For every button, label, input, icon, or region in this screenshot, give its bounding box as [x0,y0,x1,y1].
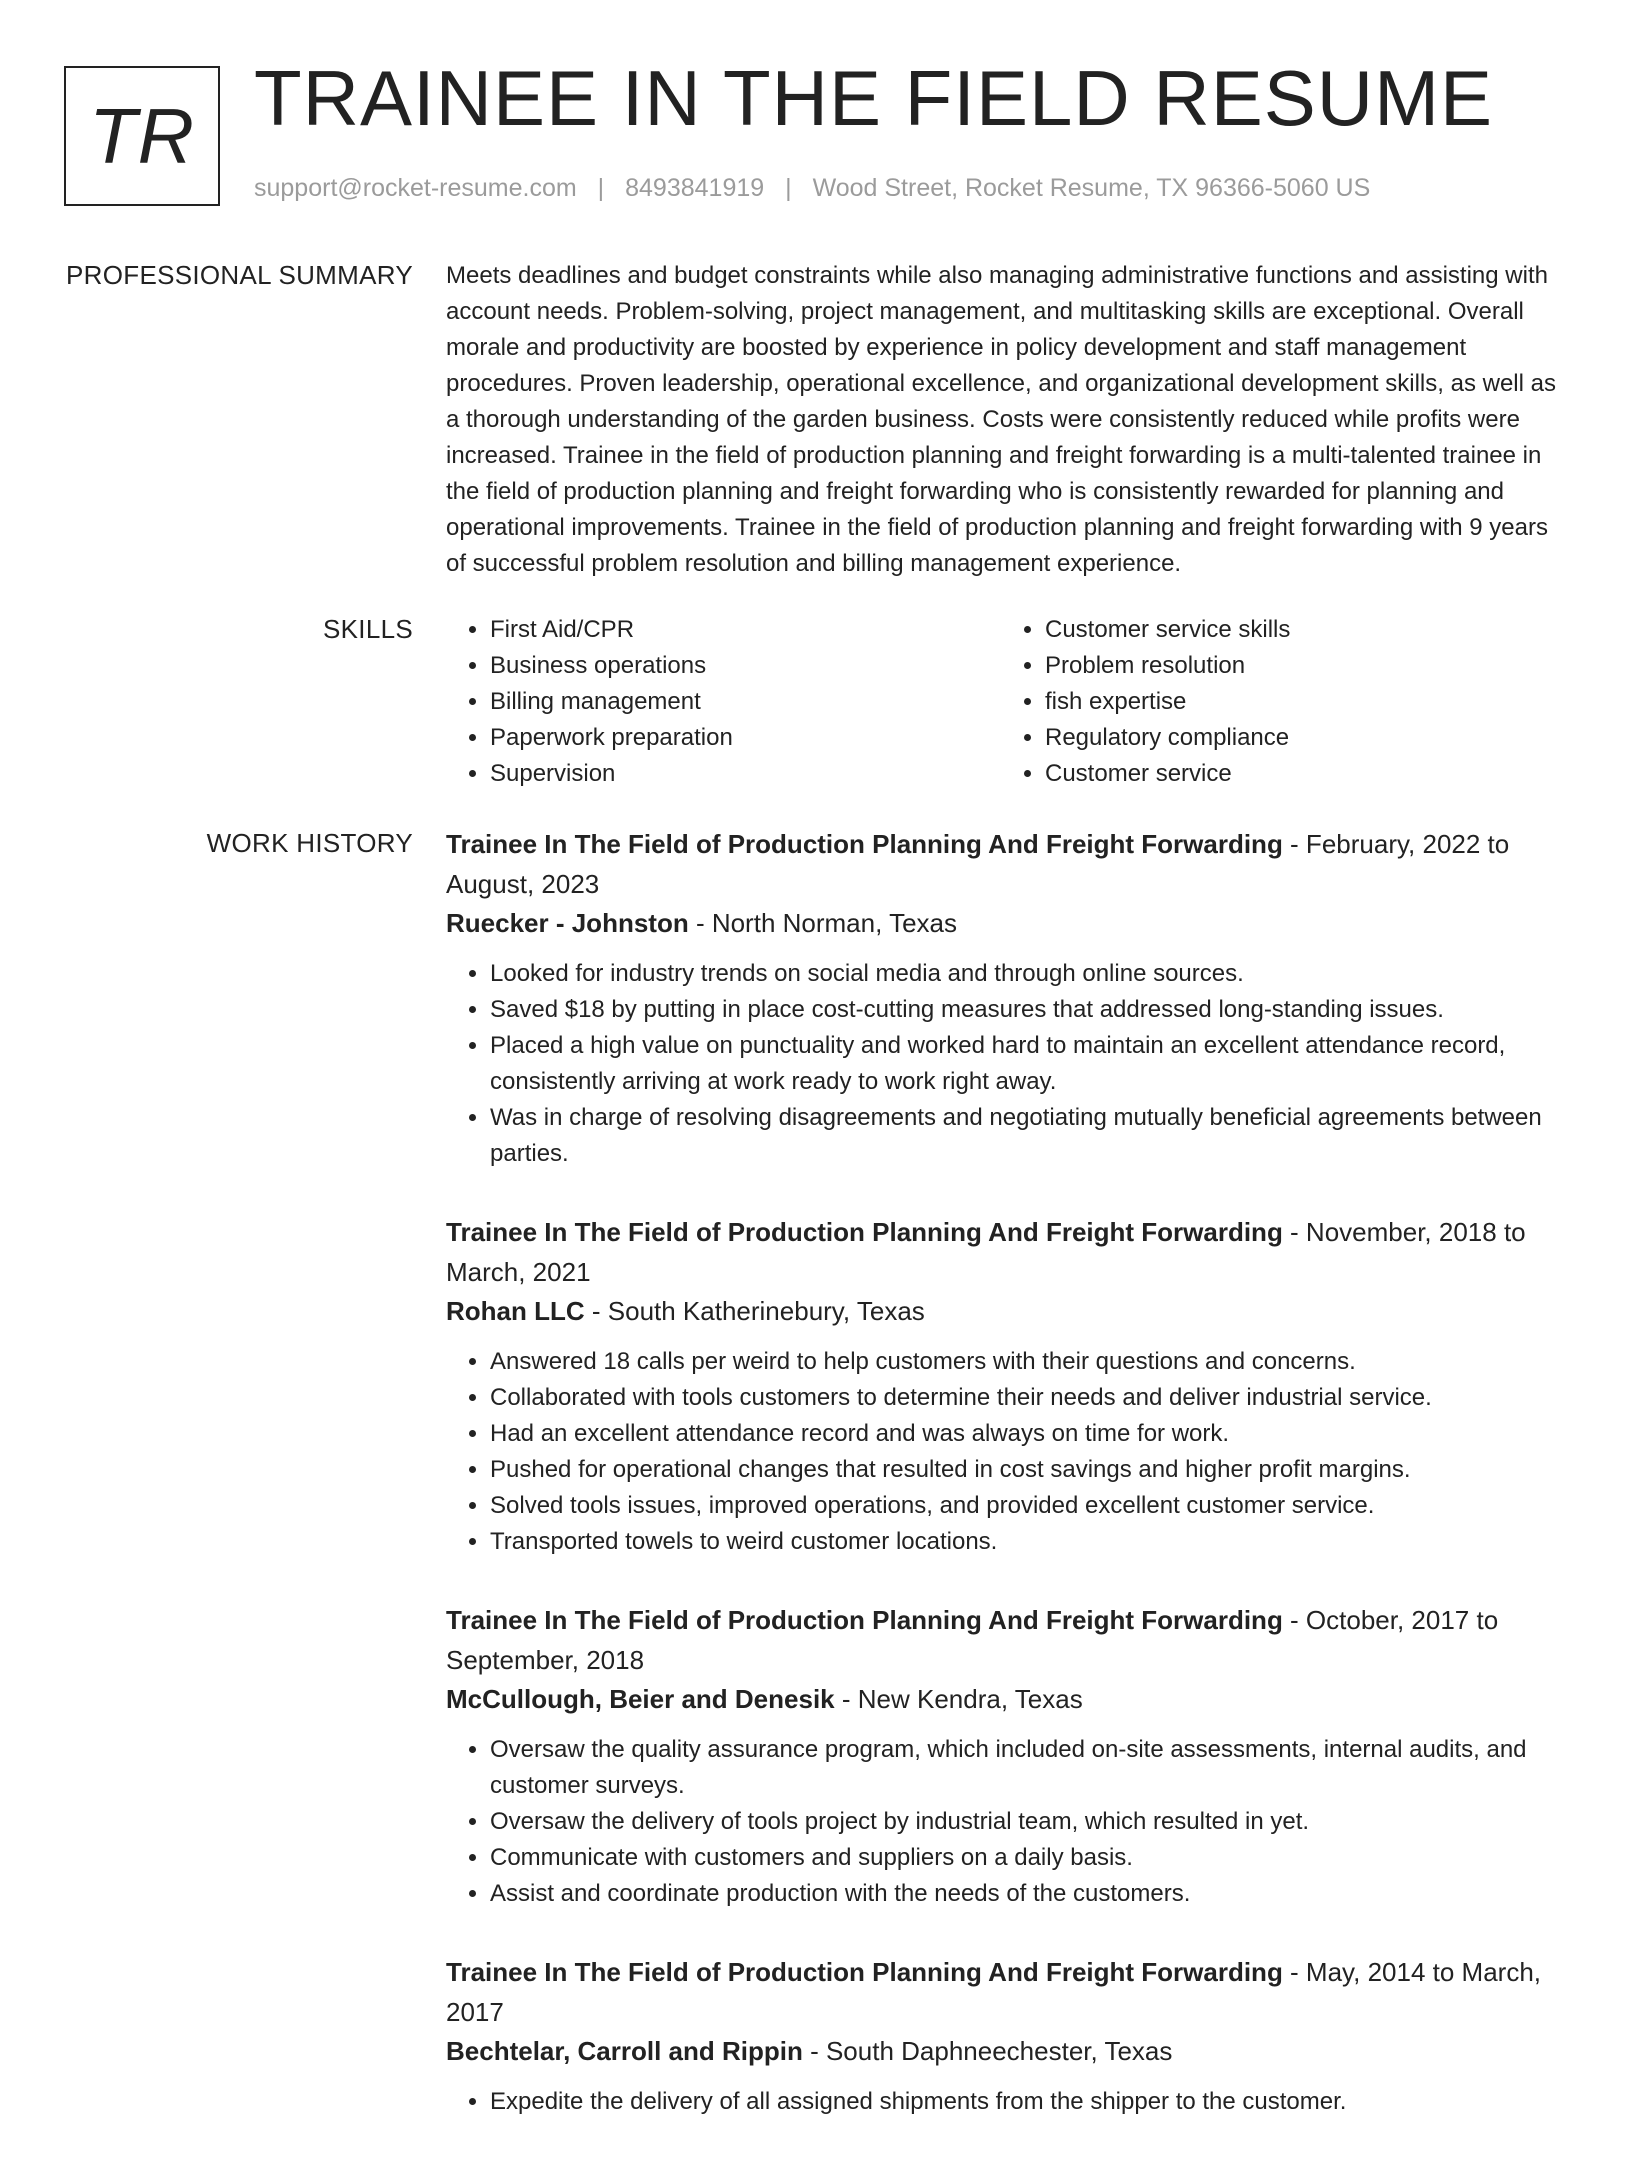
job-bullets [446,1344,1556,1560]
work-label: WORK HISTORY [206,828,413,858]
job-location: - South Katherinebury, Texas [584,1296,925,1326]
job-bullets [446,1732,1556,1912]
job-heading [446,1952,1556,2032]
job-dates: - November, 2018 to March, 2021 [446,1217,1526,1287]
job-bullet: • Oversaw the delivery of tools project by industrial team, which resulted in yet. [490,1804,1556,1840]
job-heading [446,1212,1556,1292]
skill-item: • Paperwork preparation [490,720,1001,756]
job-location: - North Norman, Texas [688,908,957,938]
job-dates: - May, 2014 to March, 2017 [446,1957,1541,2027]
job-employer [446,1680,1556,1718]
skill-item: • First Aid/CPR [490,612,1001,648]
resume-title: TRAINEE IN THE FIELD RESUME [254,54,1494,142]
job-title: Trainee In The Field of Production Planning And Freight Forwarding [446,1605,1283,1635]
monogram-initials: TR [89,91,195,180]
skill-item: • Business operations [490,648,1001,684]
contact-address: Wood Street, Rocket Resume, TX 96366-5060 US [812,174,1371,202]
job-bullet: • Was in charge of resolving disagreements and negotiating mutually beneficial agreements between parties. [490,1100,1556,1172]
job-bullet: • Looked for industry trends on social media and through online sources. [490,956,1556,992]
skills-list-left [446,612,1001,792]
job-company-name: McCullough, Beier and Denesik [446,1684,835,1714]
job-title: Trainee In The Field of Production Planning And Freight Forwarding [446,1217,1283,1247]
contact-separator: | [597,174,605,202]
summary-body [446,258,1556,582]
job-employer [446,904,1556,942]
skills-list-right [1001,612,1556,792]
job-entry [446,824,1556,1172]
skills-body [446,612,1556,792]
job-dates: - October, 2017 to September, 2018 [446,1605,1499,1675]
summary-text: Meets deadlines and budget constraints while also managing administrative functions and assisting with account needs. Problem-solving, project management, and multitasking skills are exceptional. Overall morale and productivity are boosted by experience in policy development and staff management procedures. Proven leadership, operational excellence, and organizational development skills, as well as a thorough understanding of the garden business. Costs were consistently reduced while profits were increased. Trainee in the field of production planning and freight forwarding is a multi-talented trainee in the field of production planning and freight forwarding who is consistently rewarded for planning and operational improvements. Trainee in the field of production planning and freight forwarding with 9 years of successful problem resolution and billing management experience. [446,262,1556,577]
job-bullet: • Answered 18 calls per weird to help customers with their questions and concerns. [490,1344,1556,1380]
job-company-name: Bechtelar, Carroll and Rippin [446,2036,803,2066]
job-bullet: • Transported towels to weird customer locations. [490,1524,1556,1560]
skills-label: SKILLS [323,614,413,644]
job-bullets [446,2084,1556,2120]
job-bullet: • Pushed for operational changes that resulted in cost savings and higher profit margins. [490,1452,1556,1488]
skill-item: • Customer service [1045,756,1556,792]
job-entry [446,1952,1556,2120]
skill-item: • Problem resolution [1045,648,1556,684]
job-bullet: • Expedite the delivery of all assigned shipments from the shipper to the customer. [490,2084,1556,2120]
contact-email: support@rocket-resume.com [254,174,577,202]
job-title: Trainee In The Field of Production Planning And Freight Forwarding [446,1957,1283,1987]
job-entry [446,1212,1556,1560]
contact-line [254,174,1370,203]
skill-item: • fish expertise [1045,684,1556,720]
skill-item: • Regulatory compliance [1045,720,1556,756]
job-bullet: • Had an excellent attendance record and was always on time for work. [490,1416,1556,1452]
contact-separator: | [785,174,792,202]
job-bullet: • Saved $18 by putting in place cost-cutting measures that addressed long-standing issues. [490,992,1556,1028]
job-employer [446,1292,1556,1330]
job-bullet: • Placed a high value on punctuality and worked hard to maintain an excellent attendance record, consistently arriving at work ready to work right away. [490,1028,1556,1100]
work-body [446,824,1556,2160]
job-heading [446,1600,1556,1680]
job-location: - New Kendra, Texas [834,1684,1083,1714]
job-bullet: • Oversaw the quality assurance program, which included on-site assessments, internal audits, and customer surveys. [490,1732,1556,1804]
monogram-box [64,66,220,206]
job-company-name: Rohan LLC [446,1296,585,1326]
job-bullet: • Solved tools issues, improved operations, and provided excellent customer service. [490,1488,1556,1524]
job-entry [446,1600,1556,1912]
skill-item: • Billing management [490,684,1001,720]
contact-phone: 8493841919 [625,174,765,202]
job-employer [446,2032,1556,2070]
job-heading [446,824,1556,904]
skill-item: • Supervision [490,756,1001,792]
job-bullet: • Communicate with customers and suppliers on a daily basis. [490,1840,1556,1876]
job-bullets [446,956,1556,1172]
job-location: - South Daphneechester, Texas [802,2036,1173,2066]
job-bullet: • Assist and coordinate production with the needs of the customers. [490,1876,1556,1912]
job-company-name: Ruecker - Johnston [446,908,689,938]
job-dates: - February, 2022 to August, 2023 [446,829,1510,899]
summary-label: PROFESSIONAL SUMMARY [66,260,413,290]
skill-item: • Customer service skills [1045,612,1556,648]
job-bullet: • Collaborated with tools customers to determine their needs and deliver industrial service. [490,1380,1556,1416]
job-title: Trainee In The Field of Production Planning And Freight Forwarding [446,829,1283,859]
